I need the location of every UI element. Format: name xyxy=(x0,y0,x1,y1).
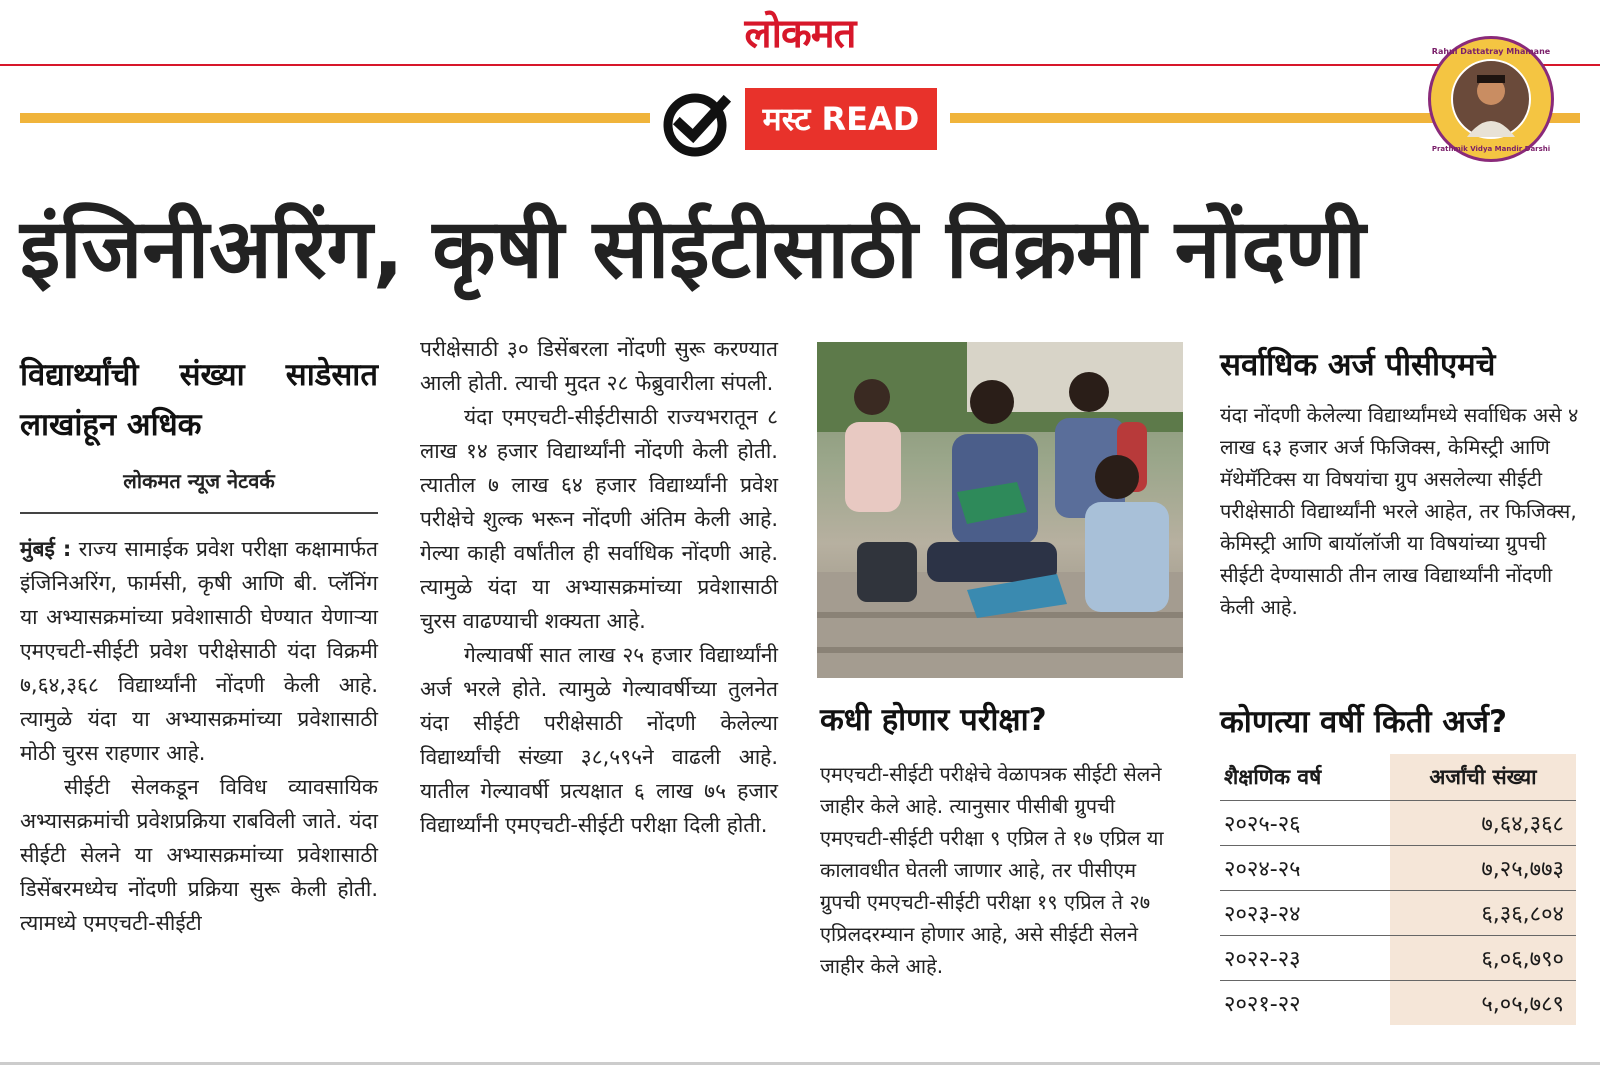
profile-badge xyxy=(1428,36,1554,162)
students-photo xyxy=(817,342,1183,678)
check-circle-icon xyxy=(662,88,732,158)
students-illustration xyxy=(817,342,1183,678)
masthead xyxy=(0,0,1600,62)
table-header-row xyxy=(1220,754,1576,801)
badge-name: Rahul Dattatray Mhamane xyxy=(1431,47,1551,56)
count-cell: ७,२५,७७३ xyxy=(1390,846,1576,891)
person-icon xyxy=(1453,61,1529,137)
count-cell: ७,६४,३६८ xyxy=(1390,801,1576,846)
table-row xyxy=(1220,846,1576,891)
col3-paragraph: एमएचटी-सीईटी परीक्षेचे वेळापत्रक सीईटी सेलने जाहीर केले आहे. त्यानुसार पीसीबी ग्रुपची एमएचटी-सीईटी परीक्षा ९ एप्रिल ते १७ एप्रिल या कालावधीत घेतली जाणार आहे, तर पीसीएम ग्रुपची एमएचटी-सीईटी परीक्षा १९ एप्रिल ते २७ एप्रिलदरम्यान होणार आहे, असे सीईटी सेलने जाहीर केले आहे. xyxy=(820,762,1164,978)
col2-paragraph-1: परीक्षेसाठी ३० डिसेंबरला नोंदणी सुरू करण्यात आली होती. त्याची मुदत २८ फेब्रुवारीला संपली. xyxy=(420,337,778,395)
masthead-divider xyxy=(0,64,1600,66)
year-cell: २०२३-२४ xyxy=(1220,891,1390,936)
col1-paragraph-1: राज्य सामाईक प्रवेश परीक्षा कक्षामार्फत इंजिनिअरिंग, फार्मसी, कृषी आणि बी. प्लॅनिंग या अभ्यासक्रमांच्या प्रवेशासाठी घेण्यात येणाऱ्या एमएचटी-सीईटी प्रवेश परीक्षेसाठी यंदा विक्रमी ७,६४,३६८ विद्यार्थ्यांनी नोंदणी केली आहे. त्यामुळे यंदा या अभ्यासक्रमांच्या प्रवेशासाठी मोठी चुरस राहणार आहे. xyxy=(20,537,378,765)
dateline: मुंबई : xyxy=(20,537,72,561)
byline-divider xyxy=(20,512,378,514)
badge-school: Prathmik Vidya Mandir Darshi xyxy=(1431,145,1551,153)
col1-paragraph-2: सीईटी सेलकडून विविध व्यावसायिक अभ्यासक्रमांची प्रवेशप्रक्रिया राबविली जाते. यंदा सीईटी सेलने या अभ्यासक्रमांच्या प्रवेशासाठी डिसेंबरमध्येच नोंदणी प्रक्रिया सुरू केली होती. त्यामध्ये एमएचटी-सीईटी xyxy=(20,775,378,935)
applications-table xyxy=(1220,754,1576,1025)
table-row xyxy=(1220,891,1576,936)
count-cell: ६,३६,८०४ xyxy=(1390,891,1576,936)
column-4 xyxy=(1220,345,1580,623)
year-cell: २०२१-२२ xyxy=(1220,981,1390,1026)
exam-dates-heading: कधी होणार परीक्षा? xyxy=(820,702,1047,738)
page-bottom-border xyxy=(0,1062,1600,1065)
col4-paragraph: यंदा नोंदणी केलेल्या विद्यार्थ्यांमध्ये सर्वाधिक असे ४ लाख ६३ हजार अर्ज फिजिक्स, केमिस्ट्री आणि मॅथेमॅटिक्स या विषयांचा ग्रुप असलेल्या सीईटी परीक्षेसाठी विद्यार्थ्यांनी भरले आहेत, तर फिजिक्स, केमिस्ट्री आणि बायॉलॉजी या विषयांच्या ग्रुपची सीईटी देण्यासाठी तीन लाख विद्यार्थ्यांनी नोंदणी केली आहे. xyxy=(1220,403,1579,619)
column-3 xyxy=(820,700,1182,982)
headline: इंजिनीअरिंग, कृषी सीईटीसाठी विक्रमी नोंदणी xyxy=(20,202,1366,297)
accent-bar-left xyxy=(20,113,650,123)
count-cell: ५,०५,७८९ xyxy=(1390,981,1576,1026)
table-row xyxy=(1220,981,1576,1026)
year-cell: २०२५-२६ xyxy=(1220,801,1390,846)
table-row xyxy=(1220,936,1576,981)
col2-paragraph-3: गेल्यावर्षी सात लाख २५ हजार विद्यार्थ्यांनी अर्ज भरले होते. त्यामुळे गेल्यावर्षीच्या तुलनेत यंदा सीईटी परीक्षेसाठी नोंदणी केलेल्या विद्यार्थ्यांची संख्या ३८,५९५ने वाढली आहे. यातील गेल्यावर्षी प्रत्यक्षात ६ लाख ७५ हजार विद्यार्थ्यांनी एमएचटी-सीईटी परीक्षा दिली होती. xyxy=(420,643,778,837)
year-cell: २०२२-२३ xyxy=(1220,936,1390,981)
year-cell: २०२४-२५ xyxy=(1220,846,1390,891)
year-table-heading: कोणत्या वर्षी किती अर्ज? xyxy=(1220,704,1508,740)
newspaper-logo: लोकमत xyxy=(744,10,856,57)
column-1 xyxy=(20,350,378,940)
count-cell: ६,०६,७९० xyxy=(1390,936,1576,981)
must-read-label: मस्ट READ xyxy=(745,88,937,150)
pcm-heading: सर्वाधिक अर्ज पीसीएमचे xyxy=(1220,347,1496,383)
header-application-count: अर्जांची संख्या xyxy=(1390,754,1576,801)
column-2 xyxy=(420,332,778,842)
header-academic-year: शैक्षणिक वर्ष xyxy=(1224,765,1322,789)
subheadline: विद्यार्थ्यांची संख्या साडेसात लाखांहून अधिक xyxy=(20,357,378,443)
avatar xyxy=(1451,59,1531,139)
col2-paragraph-2: यंदा एमएचटी-सीईटीसाठी राज्यभरातून ८ लाख १४ हजार विद्यार्थ्यांनी नोंदणी केली होती. त्यातील ७ लाख ६४ हजार विद्यार्थ्यांनी प्रवेश परीक्षेचे शुल्क भरून नोंदणी अंतिम केली आहे. गेल्या काही वर्षांतील ही सर्वाधिक नोंदणी आहे. त्यामुळे यंदा या अभ्यासक्रमांच्या प्रवेशासाठी चुरस वाढण्याची शक्यता आहे. xyxy=(420,405,778,633)
table-row xyxy=(1220,801,1576,846)
byline: लोकमत न्यूज नेटवर्क xyxy=(123,469,275,493)
